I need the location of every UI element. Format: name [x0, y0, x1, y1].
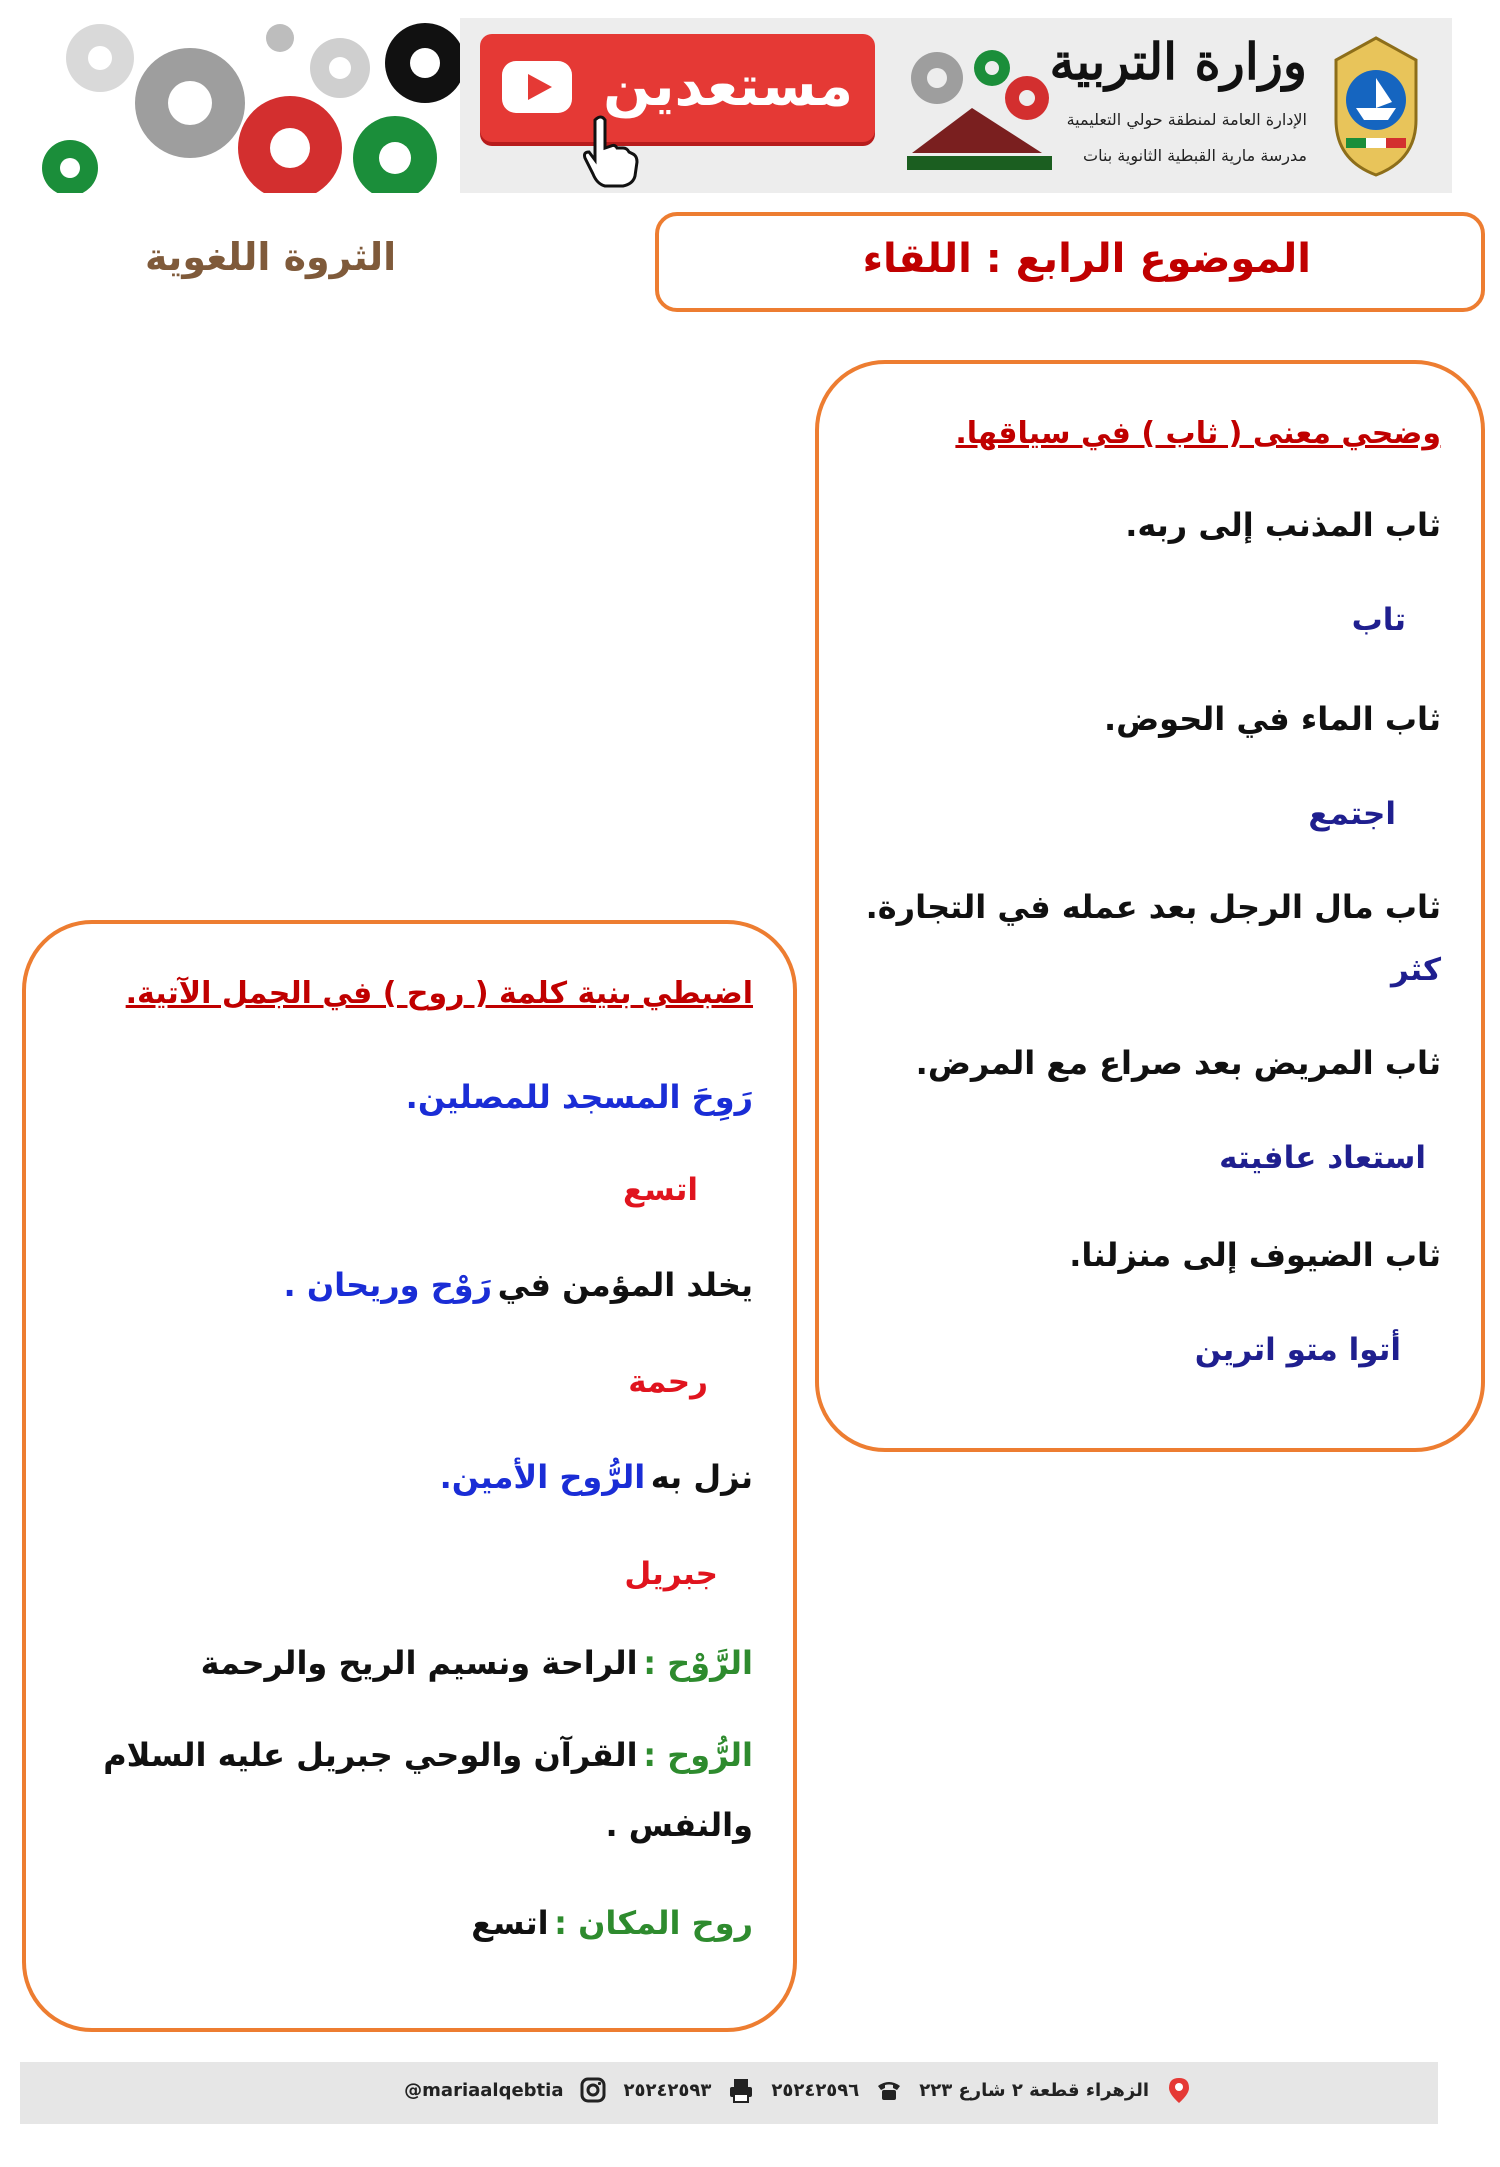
answer-text: أتوا متو اترين	[1194, 1332, 1401, 1368]
example-sentence: ثاب الماء في الحوض.	[1103, 700, 1441, 738]
definition-term: الرَّوْح :	[643, 1644, 753, 1682]
sentence-lead: يخلد المؤمن في	[497, 1266, 753, 1304]
answer-text: رحمة	[628, 1364, 708, 1400]
telephone-icon	[875, 2076, 903, 2104]
answer-text: اجتمع	[1308, 796, 1396, 832]
example-sentence: ثاب المذنب إلى ربه.	[1125, 506, 1441, 544]
school-logo-icon	[892, 38, 1067, 178]
definition-text: الراحة ونسيم الريح والرحمة	[200, 1644, 638, 1682]
example-sentence: رَوِحَ المسجد للمصلين.	[405, 1078, 753, 1116]
section-label: الثروة اللغوية	[145, 235, 397, 279]
youtube-label: مستعدين	[603, 54, 853, 119]
answer-text: تاب	[1351, 602, 1406, 638]
footer-phone: ٢٥٢٤٢٥٩٦	[771, 2079, 860, 2101]
sentence-tail: الرُّوح الأمين.	[439, 1458, 646, 1496]
footer-contacts	[404, 2076, 1193, 2104]
youtube-channel-button[interactable]	[480, 34, 875, 142]
definition-term: الرُّوح :	[643, 1736, 753, 1774]
example-sentence	[440, 1458, 753, 1496]
definition-text-continued: والنفس .	[605, 1806, 753, 1844]
answer-text: جبريل	[624, 1556, 718, 1592]
rawh-vowelling-card	[22, 920, 797, 2032]
definition-note	[103, 1736, 753, 1774]
hand-cursor-icon	[575, 110, 645, 190]
location-pin-icon	[1165, 2076, 1193, 2104]
example-sentence: ثاب الضيوف إلى منزلنا.	[1069, 1236, 1441, 1274]
definition-term: روح المكان :	[554, 1904, 753, 1942]
definition-note	[201, 1644, 753, 1682]
youtube-play-icon	[502, 61, 572, 113]
gears-icon	[40, 18, 460, 193]
ministry-subtitle-school: مدرسة مارية القبطية الثانوية بنات	[1083, 146, 1307, 165]
footer-fax: ٢٥٢٤٢٥٩٣	[623, 2079, 712, 2101]
sentence-lead: نزل به	[650, 1458, 753, 1496]
footer-contact-bar	[20, 2062, 1438, 2124]
definition-note	[471, 1904, 753, 1942]
header-banner	[40, 18, 1452, 193]
definition-text: اتسع	[471, 1904, 549, 1942]
answer-text: كثر	[1391, 952, 1441, 988]
example-sentence: ثاب المريض بعد صراع مع المرض.	[915, 1044, 1441, 1082]
question-title: اضبطي بنية كلمة ( روح ) في الجمل الآتية.	[125, 976, 753, 1011]
example-sentence: ثاب مال الرجل بعد عمله في التجارة.	[865, 888, 1441, 926]
footer-instagram[interactable]: @mariaalqebtia	[404, 2079, 564, 2101]
example-sentence	[284, 1266, 753, 1304]
gears-decoration	[40, 18, 460, 193]
ministry-subtitle-district: الإدارة العامة لمنطقة حولي التعليمية	[1066, 110, 1307, 129]
footer-address: الزهراء قطعة ٢ شارع ٢٢٣	[919, 2079, 1149, 2101]
instagram-icon	[579, 2076, 607, 2104]
kuwait-emblem-icon	[1316, 30, 1436, 180]
question-title: وضحي معنى ( ثاب ) في سياقها.	[955, 416, 1441, 451]
answer-text: اتسع	[623, 1172, 698, 1208]
topic-title-box	[655, 212, 1485, 312]
answer-text: استعاد عافيته	[1219, 1140, 1426, 1176]
fax-icon	[727, 2076, 755, 2104]
definition-text: القرآن والوحي جبريل عليه السلام	[103, 1736, 638, 1774]
thab-meanings-card	[815, 360, 1485, 1452]
sentence-tail: رَوْح وريحان .	[283, 1266, 493, 1304]
topic-title: الموضوع الرابع : اللقاء	[862, 236, 1311, 282]
ministry-title: وزارة التربية	[1049, 32, 1307, 91]
